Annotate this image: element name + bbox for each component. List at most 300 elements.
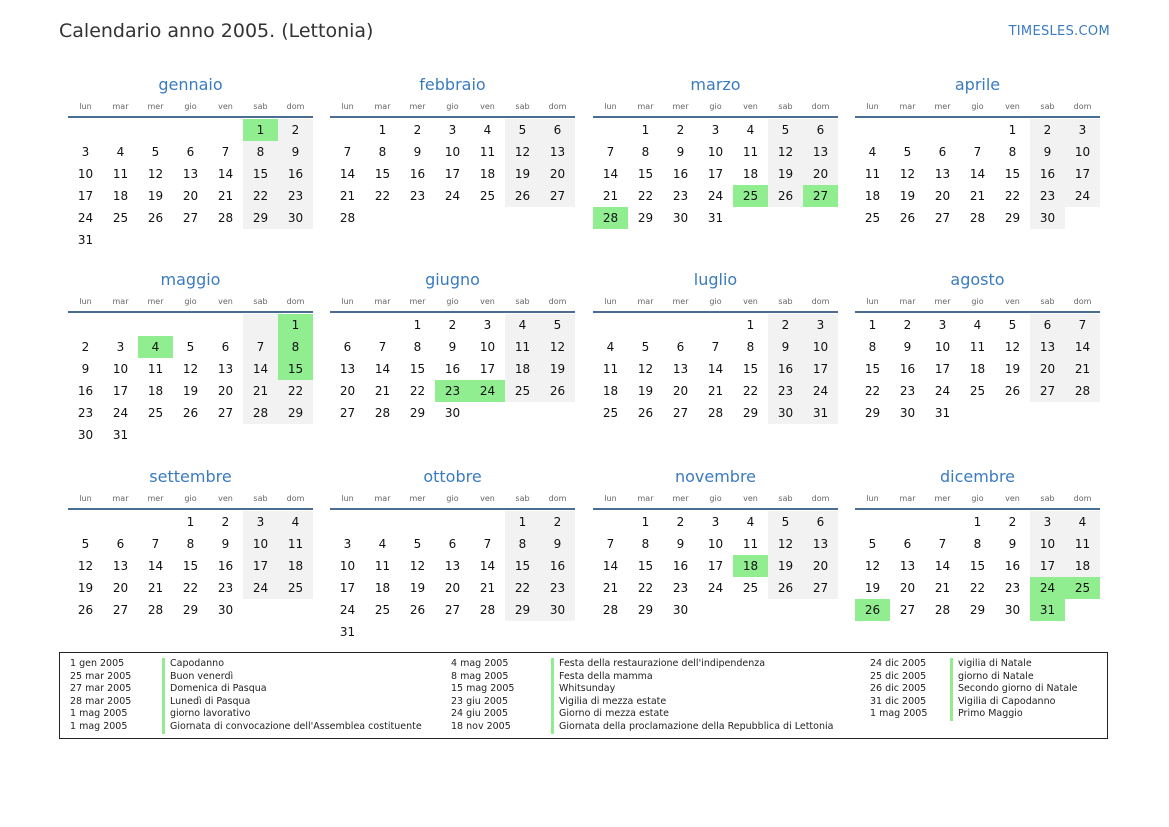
day-cell[interactable]: 28 [934,603,951,617]
day-cell[interactable]: 20 [934,189,951,203]
day-cell[interactable]: 10 [1065,141,1100,163]
day-cell[interactable]: 22 [409,384,426,398]
day-cell[interactable]: 13 [1030,336,1065,358]
day-cell[interactable]: 17 [444,167,461,181]
day-cell[interactable]: 29 [637,603,654,617]
day-cell[interactable]: 26 [855,599,890,621]
day-cell[interactable]: 8 [641,537,650,551]
day-cell[interactable]: 1 [641,123,650,137]
day-cell[interactable]: 19 [505,163,540,185]
day-cell[interactable]: 2 [903,318,912,332]
day-cell[interactable]: 1 [973,515,982,529]
day-cell[interactable]: 4 [505,314,540,336]
day-cell[interactable]: 25 [147,406,164,420]
day-cell[interactable]: 19 [182,384,199,398]
day-cell[interactable]: 19 [899,189,916,203]
day-cell[interactable]: 24 [1065,185,1100,207]
day-cell[interactable]: 12 [768,141,803,163]
day-cell[interactable]: 24 [707,189,724,203]
day-cell[interactable]: 9 [278,141,313,163]
day-cell[interactable]: 16 [899,362,916,376]
day-cell[interactable]: 7 [973,145,982,159]
day-cell[interactable]: 26 [182,406,199,420]
day-cell[interactable]: 23 [435,380,470,402]
day-cell[interactable]: 22 [637,581,654,595]
day-cell[interactable]: 8 [1008,145,1017,159]
day-cell[interactable]: 24 [444,189,461,203]
day-cell[interactable]: 12 [77,559,94,573]
day-cell[interactable]: 12 [182,362,199,376]
day-cell[interactable]: 10 [77,167,94,181]
day-cell[interactable]: 5 [903,145,912,159]
day-cell[interactable]: 15 [278,358,313,380]
day-cell[interactable]: 29 [182,603,199,617]
day-cell[interactable]: 21 [1065,358,1100,380]
day-cell[interactable]: 16 [409,167,426,181]
day-cell[interactable]: 15 [864,362,881,376]
day-cell[interactable]: 13 [672,362,689,376]
day-cell[interactable]: 21 [479,581,496,595]
day-cell[interactable]: 19 [77,581,94,595]
day-cell[interactable]: 23 [672,189,689,203]
day-cell[interactable]: 31 [934,406,951,420]
day-cell[interactable]: 30 [217,603,234,617]
day-cell[interactable]: 7 [938,537,947,551]
day-cell[interactable]: 17 [707,559,724,573]
day-cell[interactable]: 1 [868,318,877,332]
day-cell[interactable]: 23 [217,581,234,595]
day-cell[interactable]: 3 [803,314,838,336]
day-cell[interactable]: 15 [409,362,426,376]
day-cell[interactable]: 17 [339,581,356,595]
day-cell[interactable]: 8 [413,340,422,354]
day-cell[interactable]: 2 [278,119,313,141]
day-cell[interactable]: 27 [1030,380,1065,402]
day-cell[interactable]: 24 [339,603,356,617]
day-cell[interactable]: 6 [903,537,912,551]
day-cell[interactable]: 20 [1030,358,1065,380]
day-cell[interactable]: 19 [147,189,164,203]
day-cell[interactable]: 20 [217,384,234,398]
day-cell[interactable]: 4 [1065,511,1100,533]
day-cell[interactable]: 12 [505,141,540,163]
day-cell[interactable]: 29 [742,406,759,420]
day-cell[interactable]: 6 [221,340,230,354]
day-cell[interactable]: 19 [864,581,881,595]
day-cell[interactable]: 25 [733,185,768,207]
day-cell[interactable]: 24 [77,211,94,225]
day-cell[interactable]: 22 [637,189,654,203]
day-cell[interactable]: 16 [1004,559,1021,573]
day-cell[interactable]: 30 [672,603,689,617]
day-cell[interactable]: 22 [243,185,278,207]
day-cell[interactable]: 22 [374,189,391,203]
day-cell[interactable]: 30 [540,599,575,621]
day-cell[interactable]: 21 [934,581,951,595]
day-cell[interactable]: 15 [637,167,654,181]
day-cell[interactable]: 12 [864,559,881,573]
day-cell[interactable]: 11 [112,167,129,181]
day-cell[interactable]: 23 [540,577,575,599]
day-cell[interactable]: 26 [768,185,803,207]
day-cell[interactable]: 25 [1065,577,1100,599]
day-cell[interactable]: 9 [448,340,457,354]
day-cell[interactable]: 28 [217,211,234,225]
day-cell[interactable]: 23 [278,185,313,207]
day-cell[interactable]: 21 [217,189,234,203]
day-cell[interactable]: 17 [77,189,94,203]
day-cell[interactable]: 8 [746,340,755,354]
day-cell[interactable]: 16 [1030,163,1065,185]
day-cell[interactable]: 14 [147,559,164,573]
day-cell[interactable]: 28 [479,603,496,617]
day-cell[interactable]: 3 [711,515,720,529]
day-cell[interactable]: 30 [444,406,461,420]
day-cell[interactable]: 11 [505,336,540,358]
day-cell[interactable]: 14 [479,559,496,573]
day-cell[interactable]: 22 [505,577,540,599]
day-cell[interactable]: 3 [938,318,947,332]
day-cell[interactable]: 29 [864,406,881,420]
day-cell[interactable]: 25 [374,603,391,617]
day-cell[interactable]: 8 [641,145,650,159]
day-cell[interactable]: 23 [77,406,94,420]
day-cell[interactable]: 28 [243,402,278,424]
day-cell[interactable]: 2 [768,314,803,336]
day-cell[interactable]: 24 [707,581,724,595]
day-cell[interactable]: 15 [637,559,654,573]
day-cell[interactable]: 8 [243,141,278,163]
day-cell[interactable]: 14 [707,362,724,376]
day-cell[interactable]: 14 [934,559,951,573]
day-cell[interactable]: 27 [934,211,951,225]
day-cell[interactable]: 14 [374,362,391,376]
day-cell[interactable]: 31 [339,625,356,639]
day-cell[interactable]: 26 [77,603,94,617]
day-cell[interactable]: 20 [803,555,838,577]
day-cell[interactable]: 14 [217,167,234,181]
day-cell[interactable]: 2 [413,123,422,137]
day-cell[interactable]: 18 [1065,555,1100,577]
day-cell[interactable]: 26 [505,185,540,207]
day-cell[interactable]: 7 [151,537,160,551]
day-cell[interactable]: 15 [243,163,278,185]
day-cell[interactable]: 8 [973,537,982,551]
day-cell[interactable]: 24 [1030,577,1065,599]
day-cell[interactable]: 6 [448,537,457,551]
day-cell[interactable]: 22 [182,581,199,595]
day-cell[interactable]: 31 [112,428,129,442]
day-cell[interactable]: 29 [505,599,540,621]
day-cell[interactable]: 1 [746,318,755,332]
day-cell[interactable]: 12 [637,362,654,376]
day-cell[interactable]: 29 [1004,211,1021,225]
day-cell[interactable]: 3 [1065,119,1100,141]
day-cell[interactable]: 29 [278,402,313,424]
day-cell[interactable]: 21 [243,380,278,402]
day-cell[interactable]: 18 [969,362,986,376]
day-cell[interactable]: 25 [112,211,129,225]
day-cell[interactable]: 12 [147,167,164,181]
day-cell[interactable]: 5 [186,340,195,354]
day-cell[interactable]: 7 [711,340,720,354]
site-link[interactable]: TIMESLES.COM [1008,24,1110,39]
day-cell[interactable]: 8 [186,537,195,551]
day-cell[interactable]: 4 [138,336,173,358]
day-cell[interactable]: 7 [378,340,387,354]
day-cell[interactable]: 18 [742,167,759,181]
day-cell[interactable]: 11 [742,145,759,159]
day-cell[interactable]: 27 [540,185,575,207]
day-cell[interactable]: 28 [1065,380,1100,402]
day-cell[interactable]: 18 [479,167,496,181]
day-cell[interactable]: 1 [505,511,540,533]
day-cell[interactable]: 17 [1065,163,1100,185]
day-cell[interactable]: 21 [969,189,986,203]
day-cell[interactable]: 16 [768,358,803,380]
day-cell[interactable]: 5 [768,511,803,533]
day-cell[interactable]: 1 [1008,123,1017,137]
day-cell[interactable]: 13 [540,141,575,163]
day-cell[interactable]: 25 [742,581,759,595]
day-cell[interactable]: 9 [413,145,422,159]
day-cell[interactable]: 31 [1030,599,1065,621]
day-cell[interactable]: 15 [742,362,759,376]
day-cell[interactable]: 1 [278,314,313,336]
day-cell[interactable]: 30 [768,402,803,424]
day-cell[interactable]: 20 [672,384,689,398]
day-cell[interactable]: 23 [409,189,426,203]
day-cell[interactable]: 30 [1004,603,1021,617]
day-cell[interactable]: 16 [444,362,461,376]
day-cell[interactable]: 4 [606,340,615,354]
day-cell[interactable]: 28 [339,211,356,225]
day-cell[interactable]: 15 [505,555,540,577]
day-cell[interactable]: 29 [969,603,986,617]
day-cell[interactable]: 10 [339,559,356,573]
day-cell[interactable]: 15 [969,559,986,573]
day-cell[interactable]: 18 [733,555,768,577]
day-cell[interactable]: 21 [602,189,619,203]
day-cell[interactable]: 15 [1004,167,1021,181]
day-cell[interactable]: 25 [864,211,881,225]
day-cell[interactable]: 13 [112,559,129,573]
day-cell[interactable]: 27 [672,406,689,420]
day-cell[interactable]: 14 [602,559,619,573]
day-cell[interactable]: 11 [969,340,986,354]
day-cell[interactable]: 6 [938,145,947,159]
day-cell[interactable]: 18 [112,189,129,203]
day-cell[interactable]: 17 [479,362,496,376]
day-cell[interactable]: 30 [278,207,313,229]
day-cell[interactable]: 10 [1030,533,1065,555]
day-cell[interactable]: 18 [278,555,313,577]
day-cell[interactable]: 19 [540,358,575,380]
day-cell[interactable]: 27 [217,406,234,420]
day-cell[interactable]: 10 [803,336,838,358]
day-cell[interactable]: 26 [147,211,164,225]
day-cell[interactable]: 12 [409,559,426,573]
day-cell[interactable]: 10 [479,340,496,354]
day-cell[interactable]: 26 [637,406,654,420]
day-cell[interactable]: 22 [969,581,986,595]
day-cell[interactable]: 30 [672,211,689,225]
day-cell[interactable]: 28 [969,211,986,225]
day-cell[interactable]: 23 [672,581,689,595]
day-cell[interactable]: 14 [243,358,278,380]
day-cell[interactable]: 21 [339,189,356,203]
day-cell[interactable]: 1 [243,119,278,141]
day-cell[interactable]: 14 [969,167,986,181]
day-cell[interactable]: 6 [540,119,575,141]
day-cell[interactable]: 20 [182,189,199,203]
day-cell[interactable]: 6 [803,119,838,141]
day-cell[interactable]: 3 [81,145,90,159]
day-cell[interactable]: 20 [899,581,916,595]
day-cell[interactable]: 30 [899,406,916,420]
day-cell[interactable]: 4 [483,123,492,137]
day-cell[interactable]: 13 [339,362,356,376]
day-cell[interactable]: 22 [864,384,881,398]
day-cell[interactable]: 26 [768,577,803,599]
day-cell[interactable]: 5 [413,537,422,551]
day-cell[interactable]: 28 [374,406,391,420]
day-cell[interactable]: 27 [339,406,356,420]
day-cell[interactable]: 24 [470,380,505,402]
day-cell[interactable]: 25 [278,577,313,599]
day-cell[interactable]: 3 [243,511,278,533]
day-cell[interactable]: 7 [606,537,615,551]
day-cell[interactable]: 17 [243,555,278,577]
day-cell[interactable]: 16 [77,384,94,398]
day-cell[interactable]: 26 [540,380,575,402]
day-cell[interactable]: 21 [707,384,724,398]
day-cell[interactable]: 9 [903,340,912,354]
day-cell[interactable]: 7 [343,145,352,159]
day-cell[interactable]: 11 [479,145,496,159]
day-cell[interactable]: 7 [221,145,230,159]
day-cell[interactable]: 30 [77,428,94,442]
day-cell[interactable]: 4 [746,515,755,529]
day-cell[interactable]: 17 [112,384,129,398]
day-cell[interactable]: 12 [1004,340,1021,354]
day-cell[interactable]: 18 [374,581,391,595]
day-cell[interactable]: 27 [803,185,838,207]
day-cell[interactable]: 18 [505,358,540,380]
day-cell[interactable]: 3 [483,318,492,332]
day-cell[interactable]: 3 [711,123,720,137]
day-cell[interactable]: 5 [868,537,877,551]
day-cell[interactable]: 18 [147,384,164,398]
day-cell[interactable]: 27 [182,211,199,225]
day-cell[interactable]: 13 [182,167,199,181]
day-cell[interactable]: 16 [278,163,313,185]
day-cell[interactable]: 13 [803,141,838,163]
day-cell[interactable]: 16 [672,167,689,181]
day-cell[interactable]: 5 [505,119,540,141]
day-cell[interactable]: 2 [221,515,230,529]
day-cell[interactable]: 13 [934,167,951,181]
day-cell[interactable]: 16 [217,559,234,573]
day-cell[interactable]: 21 [374,384,391,398]
day-cell[interactable]: 28 [602,603,619,617]
day-cell[interactable]: 4 [868,145,877,159]
day-cell[interactable]: 9 [676,537,685,551]
day-cell[interactable]: 6 [1030,314,1065,336]
day-cell[interactable]: 11 [1065,533,1100,555]
day-cell[interactable]: 24 [243,577,278,599]
day-cell[interactable]: 15 [374,167,391,181]
day-cell[interactable]: 29 [243,207,278,229]
day-cell[interactable]: 9 [1008,537,1017,551]
day-cell[interactable]: 11 [278,533,313,555]
day-cell[interactable]: 18 [864,189,881,203]
day-cell[interactable]: 4 [278,511,313,533]
day-cell[interactable]: 30 [1030,207,1065,229]
day-cell[interactable]: 21 [147,581,164,595]
day-cell[interactable]: 2 [540,511,575,533]
day-cell[interactable]: 5 [1008,318,1017,332]
day-cell[interactable]: 22 [278,380,313,402]
day-cell[interactable]: 13 [803,533,838,555]
day-cell[interactable]: 10 [934,340,951,354]
day-cell[interactable]: 26 [409,603,426,617]
day-cell[interactable]: 2 [676,123,685,137]
day-cell[interactable]: 22 [742,384,759,398]
day-cell[interactable]: 7 [606,145,615,159]
day-cell[interactable]: 1 [378,123,387,137]
day-cell[interactable]: 24 [803,380,838,402]
day-cell[interactable]: 17 [707,167,724,181]
day-cell[interactable]: 19 [768,555,803,577]
day-cell[interactable]: 3 [343,537,352,551]
day-cell[interactable]: 19 [409,581,426,595]
day-cell[interactable]: 31 [77,233,94,247]
day-cell[interactable]: 4 [378,537,387,551]
day-cell[interactable]: 5 [641,340,650,354]
day-cell[interactable]: 26 [899,211,916,225]
day-cell[interactable]: 19 [1004,362,1021,376]
day-cell[interactable]: 12 [899,167,916,181]
day-cell[interactable]: 2 [1030,119,1065,141]
day-cell[interactable]: 17 [934,362,951,376]
day-cell[interactable]: 19 [768,163,803,185]
day-cell[interactable]: 16 [672,559,689,573]
day-cell[interactable]: 8 [505,533,540,555]
day-cell[interactable]: 25 [479,189,496,203]
day-cell[interactable]: 22 [1004,189,1021,203]
day-cell[interactable]: 29 [409,406,426,420]
day-cell[interactable]: 25 [969,384,986,398]
day-cell[interactable]: 13 [444,559,461,573]
day-cell[interactable]: 5 [540,314,575,336]
day-cell[interactable]: 20 [112,581,129,595]
day-cell[interactable]: 6 [803,511,838,533]
day-cell[interactable]: 12 [540,336,575,358]
day-cell[interactable]: 4 [973,318,982,332]
day-cell[interactable]: 28 [593,207,628,229]
day-cell[interactable]: 28 [147,603,164,617]
day-cell[interactable]: 24 [934,384,951,398]
day-cell[interactable]: 23 [1030,185,1065,207]
day-cell[interactable]: 13 [217,362,234,376]
day-cell[interactable]: 16 [540,555,575,577]
day-cell[interactable]: 14 [1065,336,1100,358]
day-cell[interactable]: 23 [768,380,803,402]
day-cell[interactable]: 9 [1030,141,1065,163]
day-cell[interactable]: 2 [81,340,90,354]
day-cell[interactable]: 10 [112,362,129,376]
